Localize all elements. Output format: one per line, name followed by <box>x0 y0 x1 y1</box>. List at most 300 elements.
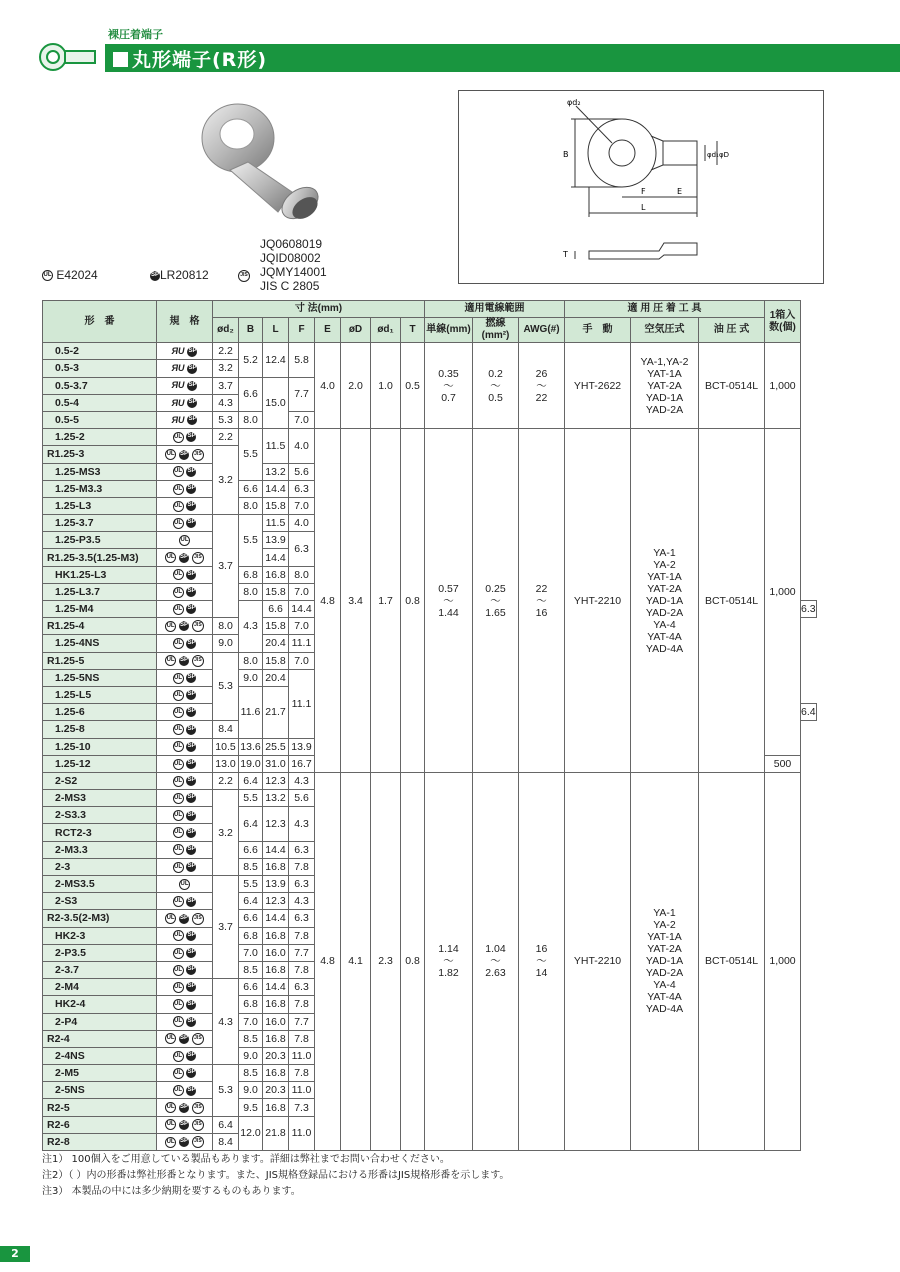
standard-cell <box>157 755 213 772</box>
standard-cell <box>157 497 213 514</box>
d2-cell: 3.2 <box>213 790 239 876</box>
jis-icon: JIS <box>192 1033 204 1045</box>
F-cell: 7.8 <box>289 996 315 1013</box>
B-cell: 6.4 <box>239 807 263 841</box>
standard-cell <box>157 532 213 549</box>
sub-strand: 撚線(mm²) <box>473 318 519 343</box>
ul-listed-icon: UL <box>173 1068 184 1079</box>
table-row <box>43 343 817 360</box>
standard-cell <box>157 927 213 944</box>
L-cell: 16.8 <box>263 996 289 1013</box>
model-cell: R1.25-5 <box>43 652 157 669</box>
F-cell: 4.3 <box>289 893 315 910</box>
awg-cell: 22 ～ 16 <box>519 429 565 773</box>
ul-listed-icon: UL <box>173 982 184 993</box>
spec-table <box>42 300 817 1151</box>
L-cell: 14.4 <box>263 910 289 927</box>
header-dimensions: 寸 法(mm) <box>213 301 425 318</box>
L-cell: 12.3 <box>263 772 289 789</box>
ul-listed-icon: UL <box>173 948 184 959</box>
cert-line: JIS C 2805 <box>260 279 320 293</box>
model-cell: R2-5 <box>43 1099 157 1116</box>
ul-listed-icon: UL <box>179 879 190 890</box>
model-cell: 1.25-L5 <box>43 686 157 703</box>
jis-icon: JIS <box>192 1102 204 1114</box>
sp-icon: SP <box>186 862 196 872</box>
sub-F: F <box>289 318 315 343</box>
sp-icon: SP <box>186 1000 196 1010</box>
B-cell: 8.5 <box>239 1065 263 1082</box>
F-cell: 5.8 <box>289 343 315 377</box>
ur-icon: ЯU <box>171 380 185 391</box>
awg-cell: 26 ～ 22 <box>519 343 565 429</box>
L-cell: 16.8 <box>263 927 289 944</box>
ul-listed-icon: UL <box>173 1085 184 1096</box>
ur-icon: ЯU <box>171 346 185 356</box>
L-cell: 15.8 <box>263 618 289 635</box>
model-cell: 2-S3.3 <box>43 807 157 824</box>
F-cell: 4.3 <box>289 772 315 789</box>
d2-cell: 3.7 <box>213 876 239 979</box>
L-cell: 14.4 <box>289 601 315 618</box>
label-L: L <box>641 203 646 212</box>
ul-listed-icon: UL <box>173 484 184 495</box>
header-wire-range: 適用電線範囲 <box>425 301 565 318</box>
header-standard: 規 格 <box>157 301 213 343</box>
L-cell: 15.8 <box>263 652 289 669</box>
F-cell: 7.0 <box>289 652 315 669</box>
d2-cell: 8.4 <box>213 721 239 738</box>
jis-icon: JIS <box>192 552 204 564</box>
ul-listed-icon: UL <box>165 1033 176 1044</box>
d2-cell: 13.0 <box>213 755 239 772</box>
F-cell: 11.0 <box>289 1047 315 1064</box>
standard-cell <box>157 480 213 497</box>
ul-listed-icon: UL <box>165 655 176 666</box>
standard-cell <box>157 549 213 566</box>
F-cell: 6.3 <box>801 601 817 618</box>
category-label: 裸圧着端子 <box>108 28 163 41</box>
model-cell: 1.25-P3.5 <box>43 532 157 549</box>
air-cell: YA-1 YA-2 YAT-1A YAT-2A YAD-1A YAD-2A YA-4 YAT-4A YAD-4A <box>631 772 699 1150</box>
ul-listed-icon: UL <box>165 1137 176 1148</box>
F-cell: 5.6 <box>289 790 315 807</box>
F-cell: 13.9 <box>289 738 315 755</box>
label-E: E <box>677 187 683 196</box>
model-cell: R2-8 <box>43 1133 157 1150</box>
label-F: F <box>641 187 646 196</box>
sp-icon: SP <box>186 742 196 752</box>
L-cell: 16.8 <box>263 858 289 875</box>
ul-listed-icon: UL <box>173 844 184 855</box>
B-cell: 9.5 <box>239 1099 263 1116</box>
standard-cell <box>157 790 213 807</box>
ul-listed-icon: UL <box>173 466 184 477</box>
model-cell: 2-3.7 <box>43 961 157 978</box>
ul-listed-icon: UL <box>173 741 184 752</box>
sp-icon: SP <box>186 897 196 907</box>
L-cell: 31.0 <box>263 755 289 772</box>
model-cell: 0.5-3.7 <box>43 377 157 394</box>
sp-icon: SP <box>186 948 196 958</box>
standard-cell <box>157 704 213 721</box>
model-cell: 1.25-3.7 <box>43 515 157 532</box>
B-cell: 9.0 <box>239 1082 263 1099</box>
standard-cell <box>157 1099 213 1116</box>
strand-cell: 1.04 ～ 2.63 <box>473 772 519 1150</box>
sub-awg: AWG(#) <box>519 318 565 343</box>
ul-listed-icon: UL <box>173 501 184 512</box>
B-cell: 6.6 <box>239 377 263 411</box>
d2-cell: 3.2 <box>213 446 239 515</box>
standard-cell <box>157 1047 213 1064</box>
standard-cell <box>157 996 213 1013</box>
ul-mark <box>42 268 98 282</box>
B-cell: 8.0 <box>239 411 263 428</box>
jis-icon: JIS <box>192 1136 204 1148</box>
air-cell: YA-1,YA-2 YAT-1A YAT-2A YAD-1A YAD-2A <box>631 343 699 429</box>
ul-listed-icon: UL <box>165 1102 176 1113</box>
L-cell: 20.3 <box>263 1082 289 1099</box>
standard-cell <box>157 635 213 652</box>
model-cell: 2-MS3 <box>43 790 157 807</box>
F-cell: 11.1 <box>289 669 315 738</box>
cert-line: JQMY14001 <box>260 265 327 279</box>
E-cell: 4.8 <box>315 772 341 1150</box>
B-cell: 6.4 <box>239 772 263 789</box>
sp-icon: SP <box>186 776 196 786</box>
sp-icon: SP <box>186 1017 196 1027</box>
sp-icon: SP <box>186 587 196 597</box>
B-cell: 5.5 <box>239 429 263 481</box>
sp-icon: SP <box>187 381 197 391</box>
d2-cell: 2.2 <box>213 343 239 360</box>
model-cell: 1.25-L3 <box>43 497 157 514</box>
sp-icon: SP <box>187 415 197 425</box>
F-cell: 7.3 <box>289 1099 315 1116</box>
B-cell: 19.0 <box>239 755 263 772</box>
solid-cell: 0.35 ～ 0.7 <box>425 343 473 429</box>
F-cell: 6.3 <box>289 876 315 893</box>
label-phi-D: φD <box>719 151 730 159</box>
label-phi-d2: φd₂ <box>567 98 581 107</box>
T-cell: 0.8 <box>401 772 425 1150</box>
B-cell: 5.5 <box>239 515 263 567</box>
sub-L: L <box>263 318 289 343</box>
dimension-diagram <box>458 90 824 284</box>
standard-cell <box>157 944 213 961</box>
model-cell: 2-5NS <box>43 1082 157 1099</box>
oil-cell: BCT-0514L <box>699 429 765 773</box>
model-cell: 1.25-10 <box>43 738 157 755</box>
standard-cell <box>157 463 213 480</box>
standard-cell <box>157 824 213 841</box>
F-cell: 4.0 <box>289 429 315 463</box>
model-cell: 2-S3 <box>43 893 157 910</box>
B-cell: 8.0 <box>239 652 263 669</box>
ul-listed-icon: UL <box>173 690 184 701</box>
sp-icon: SP <box>186 828 196 838</box>
F-cell: 11.0 <box>289 1116 315 1150</box>
standard-cell <box>157 566 213 583</box>
d2-cell: 3.7 <box>213 515 239 618</box>
sub-T: T <box>401 318 425 343</box>
L-cell: 20.3 <box>263 1047 289 1064</box>
ul-listed-icon: UL <box>173 432 184 443</box>
L-cell: 14.4 <box>263 979 289 996</box>
model-cell: 2-M4 <box>43 979 157 996</box>
standard-cell <box>157 618 213 635</box>
F-cell: 5.6 <box>289 463 315 480</box>
sp-icon: SP <box>186 725 196 735</box>
solid-cell: 1.14 ～ 1.82 <box>425 772 473 1150</box>
sp-mark <box>150 268 209 282</box>
jis-icon: JIS <box>192 655 204 667</box>
F-cell: 7.7 <box>289 377 315 411</box>
ul-listed-icon: UL <box>173 1051 184 1062</box>
F-cell: 7.7 <box>289 944 315 961</box>
L-cell: 13.2 <box>263 463 289 480</box>
sp-icon: SP <box>187 364 197 374</box>
L-cell: 15.8 <box>263 497 289 514</box>
d2-cell: 6.4 <box>801 704 817 721</box>
sp-icon: SP <box>179 1137 189 1147</box>
standard-cell <box>157 738 213 755</box>
standard-cell <box>157 652 213 669</box>
model-cell: HK1.25-L3 <box>43 566 157 583</box>
standard-cell <box>157 343 213 360</box>
model-cell: R1.25-4 <box>43 618 157 635</box>
ul-listed-icon: UL <box>173 930 184 941</box>
jis-icon: JIS <box>238 270 250 282</box>
d2-cell: 6.4 <box>213 1116 239 1133</box>
L-cell: 11.5 <box>263 429 289 463</box>
sp-icon: SP <box>186 931 196 941</box>
d2-cell: 5.3 <box>213 1065 239 1117</box>
F-cell: 6.3 <box>289 841 315 858</box>
standard-cell <box>157 772 213 789</box>
L-cell: 15.8 <box>263 583 289 600</box>
standard-cell <box>157 961 213 978</box>
ring-terminal-icon <box>38 42 104 72</box>
sp-icon: SP <box>186 690 196 700</box>
L-cell: 16.0 <box>263 1013 289 1030</box>
L-cell: 13.2 <box>263 790 289 807</box>
sp-icon: SP <box>179 656 189 666</box>
B-cell: 8.0 <box>239 497 263 514</box>
model-cell: 1.25-MS3 <box>43 463 157 480</box>
model-cell: 2-P4 <box>43 1013 157 1030</box>
sp-icon: SP <box>186 484 196 494</box>
d1-cell: 1.7 <box>371 429 401 773</box>
model-cell: R2-6 <box>43 1116 157 1133</box>
air-cell: YA-1 YA-2 YAT-1A YAT-2A YAD-1A YAD-2A YA-4 YAT-4A YAD-4A <box>631 429 699 773</box>
model-cell: 1.25-4NS <box>43 635 157 652</box>
ul-listed-icon: UL <box>173 776 184 787</box>
model-cell: R1.25-3 <box>43 446 157 463</box>
model-cell: R1.25-3.5(1.25-M3) <box>43 549 157 566</box>
box-cell: 1,000 <box>765 343 801 429</box>
ur-icon: ЯU <box>171 363 185 374</box>
ul-listed-icon: UL <box>173 896 184 907</box>
F-cell: 11.1 <box>289 635 315 652</box>
label-T: T <box>563 250 568 259</box>
B-cell: 5.2 <box>239 343 263 377</box>
F-cell: 6.3 <box>289 480 315 497</box>
standard-cell <box>157 910 213 927</box>
T-cell: 0.8 <box>401 429 425 773</box>
model-cell: 2-MS3.5 <box>43 876 157 893</box>
model-cell: HK2-4 <box>43 996 157 1013</box>
L-cell: 16.8 <box>263 566 289 583</box>
notes <box>42 1152 509 1200</box>
model-cell: HK2-3 <box>43 927 157 944</box>
jis-icon: JIS <box>192 449 204 461</box>
sp-icon: SP <box>150 271 160 281</box>
ul-listed-icon: UL <box>173 862 184 873</box>
B-cell: 9.0 <box>239 1047 263 1064</box>
d1-cell: 2.3 <box>371 772 401 1150</box>
sp-icon: SP <box>179 621 189 631</box>
B-cell: 7.0 <box>239 944 263 961</box>
L-cell: 13.9 <box>263 532 289 549</box>
sp-icon: SP <box>186 845 196 855</box>
manual-cell: YHT-2210 <box>565 772 631 1150</box>
standard-cell <box>157 893 213 910</box>
T-cell: 0.5 <box>401 343 425 429</box>
ul-listed-icon: UL <box>173 759 184 770</box>
model-cell: R2-3.5(2-M3) <box>43 910 157 927</box>
D-cell: 2.0 <box>341 343 371 429</box>
sp-icon: SP <box>186 1068 196 1078</box>
model-cell: 2-4NS <box>43 1047 157 1064</box>
B-cell: 8.0 <box>239 583 263 600</box>
ul-listed-icon: UL <box>173 793 184 804</box>
model-cell: 0.5-4 <box>43 394 157 411</box>
sp-icon: SP <box>186 982 196 992</box>
d2-cell: 3.7 <box>213 377 239 394</box>
model-cell: 2-M5 <box>43 1065 157 1082</box>
B-cell: 11.6 <box>239 686 263 738</box>
L-cell: 16.0 <box>263 944 289 961</box>
F-cell: 6.3 <box>289 532 315 566</box>
model-cell: 2-P3.5 <box>43 944 157 961</box>
sp-icon: SP <box>187 347 197 357</box>
model-cell: 1.25-12 <box>43 755 157 772</box>
E-cell: 4.0 <box>315 343 341 429</box>
F-cell: 7.8 <box>289 1065 315 1082</box>
model-cell: 2-3 <box>43 858 157 875</box>
ul-listed-icon: UL <box>173 810 184 821</box>
cert-line: JQID08002 <box>260 251 321 265</box>
model-cell: 1.25-2 <box>43 429 157 446</box>
B-cell: 8.5 <box>239 858 263 875</box>
d2-cell: 3.2 <box>213 360 239 377</box>
jis-icon: JIS <box>192 913 204 925</box>
F-cell: 7.8 <box>289 961 315 978</box>
sp-icon: SP <box>186 811 196 821</box>
awg-cell: 16 ～ 14 <box>519 772 565 1150</box>
oil-cell: BCT-0514L <box>699 772 765 1150</box>
ul-listed-icon: UL <box>173 965 184 976</box>
sub-air: 空気圧式 <box>631 318 699 343</box>
B-cell: 8.0 <box>213 618 239 635</box>
standard-cell <box>157 876 213 893</box>
L-cell: 14.4 <box>263 480 289 497</box>
model-cell: 0.5-3 <box>43 360 157 377</box>
model-cell: 1.25-L3.7 <box>43 583 157 600</box>
ul-listed-icon: UL <box>173 569 184 580</box>
d2-cell: 4.3 <box>239 601 263 653</box>
ul-listed-icon: UL <box>173 724 184 735</box>
D-cell: 3.4 <box>341 429 371 773</box>
standard-cell <box>157 1082 213 1099</box>
d2-cell: 8.4 <box>213 1133 239 1150</box>
F-cell: 7.8 <box>289 1030 315 1047</box>
sp-icon: SP <box>186 673 196 683</box>
L-cell: 16.8 <box>263 1030 289 1047</box>
sub-solid: 単線(mm) <box>425 318 473 343</box>
manual-cell: YHT-2210 <box>565 429 631 773</box>
sp-icon: SP <box>179 1120 189 1130</box>
L-cell: 20.4 <box>263 669 289 686</box>
sub-d1: ød₁ <box>371 318 401 343</box>
standard-cell <box>157 841 213 858</box>
d1-cell: 1.0 <box>371 343 401 429</box>
table-row <box>43 429 817 446</box>
F-cell: 16.7 <box>289 755 315 772</box>
dimension-drawing <box>459 91 823 283</box>
L-cell: 12.4 <box>263 343 289 377</box>
model-cell: 1.25-6 <box>43 704 157 721</box>
sp-icon: SP <box>186 1051 196 1061</box>
standard-cell <box>157 1030 213 1047</box>
ul-listed-icon: UL <box>173 673 184 684</box>
sp-icon: SP <box>186 432 196 442</box>
sp-number: LR20812 <box>160 268 209 282</box>
ul-listed-icon: UL <box>173 587 184 598</box>
ul-listed-icon: UL <box>165 552 176 563</box>
L-cell: 16.8 <box>263 961 289 978</box>
B-cell: 6.6 <box>239 910 263 927</box>
B-cell: 8.5 <box>239 1030 263 1047</box>
ul-listed-icon: UL <box>173 638 184 649</box>
D-cell: 4.1 <box>341 772 371 1150</box>
B-cell: 13.6 <box>239 738 263 755</box>
F-cell: 8.0 <box>289 566 315 583</box>
F-cell: 7.8 <box>289 858 315 875</box>
B-cell: 6.4 <box>239 893 263 910</box>
d2-cell: 2.2 <box>213 772 239 789</box>
sp-icon: SP <box>179 553 189 563</box>
strand-cell: 0.25 ～ 1.65 <box>473 429 519 773</box>
ul-listed-icon: UL <box>173 999 184 1010</box>
F-cell: 7.0 <box>289 583 315 600</box>
sub-E: E <box>315 318 341 343</box>
ul-listed-icon: UL <box>165 621 176 632</box>
B-cell: 6.6 <box>239 480 263 497</box>
table-row <box>43 772 817 789</box>
model-cell: 1.25-5NS <box>43 669 157 686</box>
ul-listed-icon: UL <box>165 1119 176 1130</box>
jis-icon: JIS <box>192 620 204 632</box>
strand-cell: 0.2 ～ 0.5 <box>473 343 519 429</box>
L-cell: 13.9 <box>263 876 289 893</box>
title-bar <box>105 44 900 72</box>
solid-cell: 0.57 ～ 1.44 <box>425 429 473 773</box>
F-cell: 7.7 <box>289 1013 315 1030</box>
ul-listed-icon: UL <box>165 449 176 460</box>
